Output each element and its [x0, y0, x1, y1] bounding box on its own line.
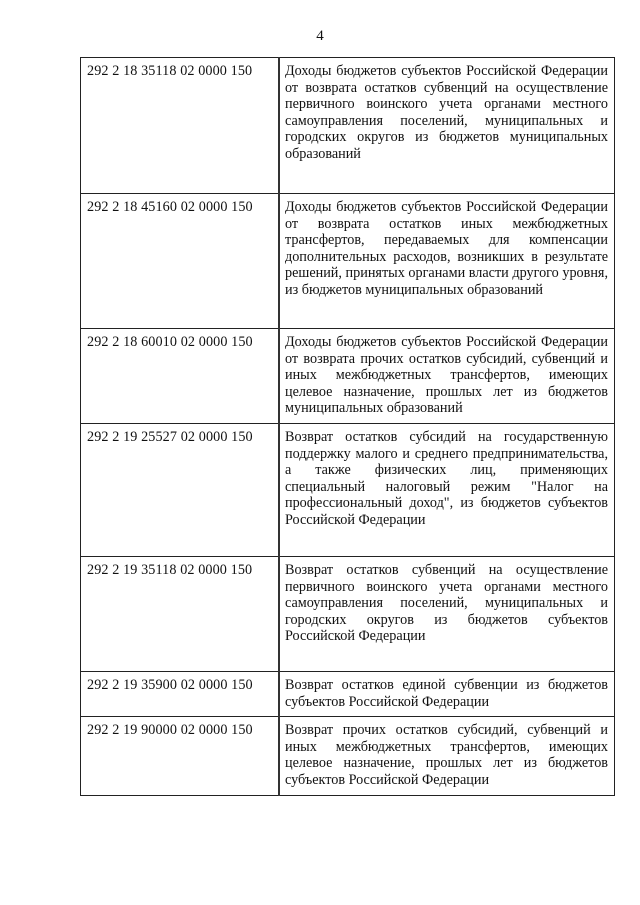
- table-row: [81, 424, 615, 557]
- table-row: [81, 717, 615, 796]
- row-code: 292 2 19 25527 02 0000 150: [81, 424, 280, 557]
- budget-codes-table: [80, 57, 615, 796]
- row-description: Возврат остатков единой субвенции из бюджетов субъектов Российской Федерации: [279, 672, 615, 717]
- row-description: Возврат остатков субвенций на осуществление первичного воинского учета органами местного самоуправления поселений, муниципальных и городских округов из бюджетов субъектов Российской Федерации: [279, 557, 615, 672]
- page-number: 4: [316, 28, 324, 44]
- row-description: Возврат прочих остатков субсидий, субвенций и иных межбюджетных трансфертов, имеющих целевое назначение, прошлых лет из бюджетов субъектов Российской Федерации: [279, 717, 615, 796]
- row-description: Доходы бюджетов субъектов Российской Федерации от возврата прочих остатков субсидий, субвенций и иных межбюджетных трансфертов, имеющих целевое назначение, прошлых лет из бюджетов муниципальных образований: [279, 329, 615, 424]
- row-description: Доходы бюджетов субъектов Российской Федерации от возврата остатков субвенций на осуществление первичного воинского учета органами местного самоуправления поселений, муниципальных и городских округов из бюджетов муниципальных образований: [279, 58, 615, 194]
- row-description: Доходы бюджетов субъектов Российской Федерации от возврата остатков иных межбюджетных трансфертов, передаваемых для компенсации дополнительных расходов, возникших в результате решений, принятых органами власти другого уровня, из бюджетов муниципальных образований: [279, 194, 615, 329]
- row-description: Возврат остатков субсидий на государственную поддержку малого и среднего предпринимательства, а также физических лиц, применяющих специальный налоговый режим "Налог на профессиональный доход", из бюджетов субъектов Российской Федерации: [279, 424, 615, 557]
- row-code: 292 2 18 45160 02 0000 150: [81, 194, 280, 329]
- table-row: [81, 58, 615, 194]
- row-code: 292 2 19 35118 02 0000 150: [81, 557, 280, 672]
- row-code: 292 2 19 35900 02 0000 150: [81, 672, 280, 717]
- row-code: 292 2 19 90000 02 0000 150: [81, 717, 280, 796]
- table-row: [81, 672, 615, 717]
- row-code: 292 2 18 60010 02 0000 150: [81, 329, 280, 424]
- table-row: [81, 194, 615, 329]
- table-row: [81, 329, 615, 424]
- row-code: 292 2 18 35118 02 0000 150: [81, 58, 280, 194]
- table-row: [81, 557, 615, 672]
